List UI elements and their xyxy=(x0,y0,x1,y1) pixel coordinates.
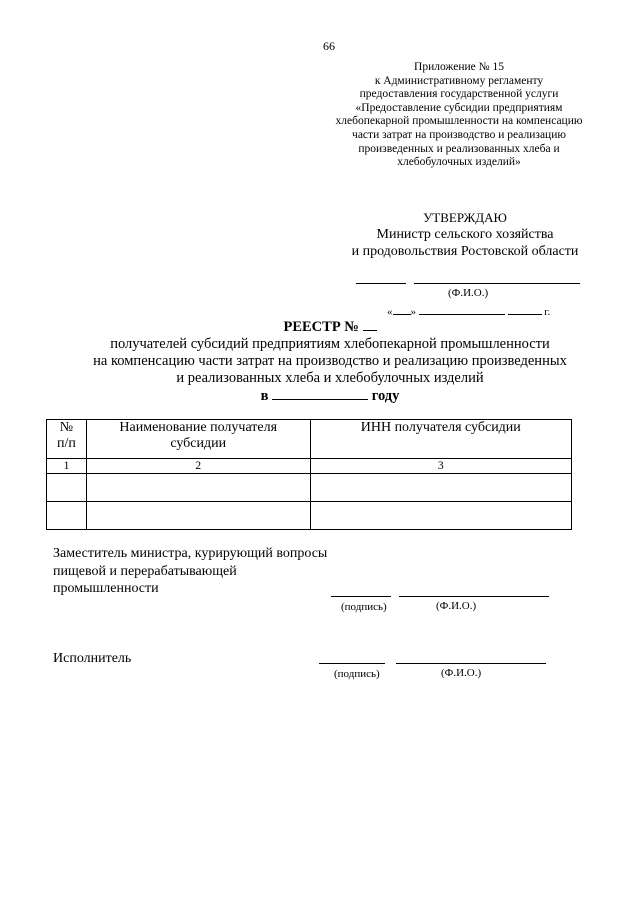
header-recipient-name: Наименование получателя субсидии xyxy=(86,420,310,459)
executor-signature-label: (подпись) xyxy=(334,668,380,680)
table-cell xyxy=(86,474,310,502)
date-month-blank xyxy=(419,302,505,315)
table-cell xyxy=(47,474,87,502)
table-cell xyxy=(86,502,310,530)
table-cell xyxy=(310,502,571,530)
date-day-blank xyxy=(393,302,411,315)
executor-fio-line xyxy=(396,663,546,664)
appendix-line: произведенных и реализованных хлеба и xyxy=(358,142,560,155)
registry-number-blank xyxy=(363,318,377,331)
executor-signature-line xyxy=(319,663,385,664)
title-line: на компенсацию части затрат на производство и реализацию произведенных xyxy=(93,353,567,369)
date-year-blank xyxy=(508,302,542,315)
date-year-suffix: г. xyxy=(544,306,551,318)
approval-position-line: Министр сельского хозяйства xyxy=(376,227,554,242)
title-line: и реализованных хлеба и хлебобулочных изделий xyxy=(176,370,484,386)
title-line: получателей субсидий предприятиям хлебопекарной промышленности xyxy=(110,336,550,352)
registry-title xyxy=(40,318,620,405)
deputy-signature-label: (подпись) xyxy=(341,601,387,613)
appendix-line: предоставления государственной услуги xyxy=(359,88,559,101)
table-column-numbers-row xyxy=(47,459,572,474)
table-cell xyxy=(47,502,87,530)
year-suffix: году xyxy=(371,388,400,404)
executor-label: Исполнитель xyxy=(53,651,132,666)
header-number: № п/п xyxy=(47,420,87,459)
appendix-line: «Предоставление субсидии предприятиям xyxy=(355,101,563,114)
registry-label: РЕЕСТР № xyxy=(283,319,359,335)
table-row xyxy=(47,474,572,502)
year-blank xyxy=(272,387,368,400)
date-close-quote: » xyxy=(410,306,416,318)
column-number: 3 xyxy=(310,459,571,474)
appendix-line: хлебобулочных изделий» xyxy=(397,156,521,169)
table-header-row xyxy=(47,420,572,459)
page-number: 66 xyxy=(323,39,335,53)
appendix-line: к Административному регламенту xyxy=(374,74,544,87)
deputy-label: Заместитель министра, курирующий вопросы пищевой и перерабатывающей промышленности xyxy=(53,546,328,596)
deputy-signature-line xyxy=(331,596,391,597)
approval-fio-line xyxy=(414,283,580,284)
deputy-fio-line xyxy=(399,596,549,597)
appendix-line: хлебопекарной промышленности на компенсацию xyxy=(335,115,583,128)
approval-heading: УТВЕРЖДАЮ xyxy=(423,210,507,225)
table-cell xyxy=(310,474,571,502)
deputy-fio-label: (Ф.И.О.) xyxy=(436,600,477,612)
appendix-note xyxy=(300,61,618,170)
approval-fio-label: (Ф.И.О.) xyxy=(448,287,489,299)
table-row xyxy=(47,502,572,530)
column-number: 2 xyxy=(86,459,310,474)
registry-heading xyxy=(40,318,620,336)
appendix-line: Приложение № 15 xyxy=(414,61,504,73)
year-prefix: в xyxy=(260,388,269,404)
approval-block xyxy=(300,209,630,260)
executor-fio-label: (Ф.И.О.) xyxy=(441,667,482,679)
registry-year xyxy=(40,387,620,405)
date-open-quote: « xyxy=(387,306,393,318)
registry-table xyxy=(46,419,572,530)
appendix-line: части затрат на производство и реализацию xyxy=(352,128,566,141)
column-number: 1 xyxy=(47,459,87,474)
approval-signature-line xyxy=(356,283,406,284)
approval-position-line: и продовольствия Ростовской области xyxy=(351,244,579,259)
header-inn: ИНН получателя субсидии xyxy=(310,420,571,459)
approval-date xyxy=(387,302,550,318)
